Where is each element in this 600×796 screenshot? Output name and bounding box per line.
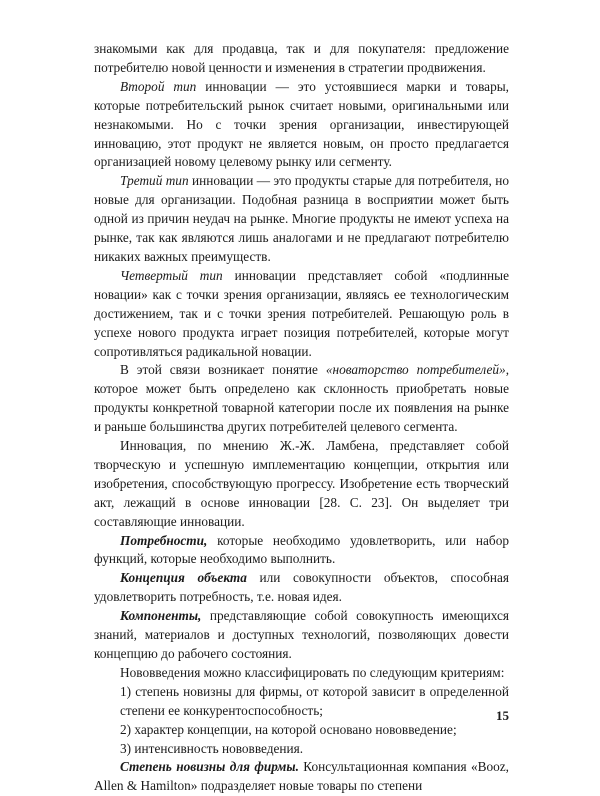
term-second-type: Второй тип: [120, 78, 197, 94]
term-concept: Концепция объекта: [120, 570, 247, 586]
paragraph-continuation: знакомыми как для продавца, так и для покупателя: предложение потребителю новой ценности и изменения в стратегии продвижения.: [94, 41, 509, 75]
list-item-2: 2) характер концепции, на которой основано нововведение;: [120, 721, 457, 737]
paragraph-concept: Концепция объекта или совокупности объектов, способная удовлетворить потребность, т.е. новая идея.: [94, 570, 509, 605]
list-item-3: 3) интенсивность нововведения.: [120, 740, 304, 756]
term-fourth-type: Четвертый тип: [120, 267, 223, 283]
paragraph-lambin: Инновация, по мнению Ж.-Ж. Ламбена, представляет собой творческую и успешную имплементацию концепции, открытия или изобретения, способствующую прогрессу. Изобретение есть творческий акт, лежащий в основе инновации [28. С. 23]. Он выделяет три составляющие инновации.: [94, 438, 509, 529]
body-text: [94, 40, 509, 796]
term-novelty: Степень новизны для фирмы.: [120, 759, 299, 775]
paragraph-needs: Потребности, которые необходимо удовлетворить, или набор функций, которые необходимо выполнить.: [94, 532, 509, 567]
paragraph-consumer-innovativeness: В этой связи возникает понятие «новаторство потребителей», которое может быть определено как склонность приобретать новые продукты конкретной товарной категории после их появления на рынке и раньше большинства других потребителей целевого сегмента.: [94, 362, 510, 435]
paragraph-third-type: Третий тип инновации — это продукты старые для потребителя, но новые для организации. Подобная разница в восприятии может быть одной из причин неудач на рынке. Многие продукты не имеют успеха на рынке, так как являются лишь аналогами и не предлагают потребителю никаких важных преимуществ.: [94, 173, 509, 264]
paragraph-classification: Нововведения можно классифицировать по следующим критериям:: [120, 664, 505, 680]
term-consumer-innovativeness: «новаторство потребителей»: [325, 362, 506, 378]
page-number: 15: [496, 708, 509, 723]
list-item-1: 1) степень новизны для фирмы, от которой зависит в определенной степени ее конкурентоспособность;: [120, 683, 509, 718]
paragraph-novelty: Степень новизны для фирмы. Консультационная компания «Booz, Allen & Hamilton» подразделяет новые товары по степени: [94, 759, 509, 794]
term-needs: Потребности,: [120, 532, 208, 548]
term-components: Компоненты,: [120, 608, 202, 624]
paragraph-second-type: Второй тип инновации — это устоявшиеся марки и товары, которые потребительский рынок считает новыми, оригинальными или незнакомыми. Но с точки зрения организации, инвестирующей инновацию, этот продукт не является новым, он просто предлагается организацией новому целевому рынку или сегменту.: [94, 78, 509, 170]
paragraph-fourth-type: Четвертый тип инновации представляет собой «подлинные новации» как с точки зрения организации, являясь ее технологическим достижением, так и с точки зрения потребителей. Решающую роль в успехе нового продукта играет позиция потребителей, которые могут сопротивляться радикальной новации.: [94, 267, 509, 359]
paragraph-components: Компоненты, представляющие собой совокупность имеющихся знаний, материалов и доступных технологий, позволяющих довести концепцию до рабочего состояния.: [94, 608, 509, 661]
term-third-type: Третий тип: [120, 173, 189, 189]
